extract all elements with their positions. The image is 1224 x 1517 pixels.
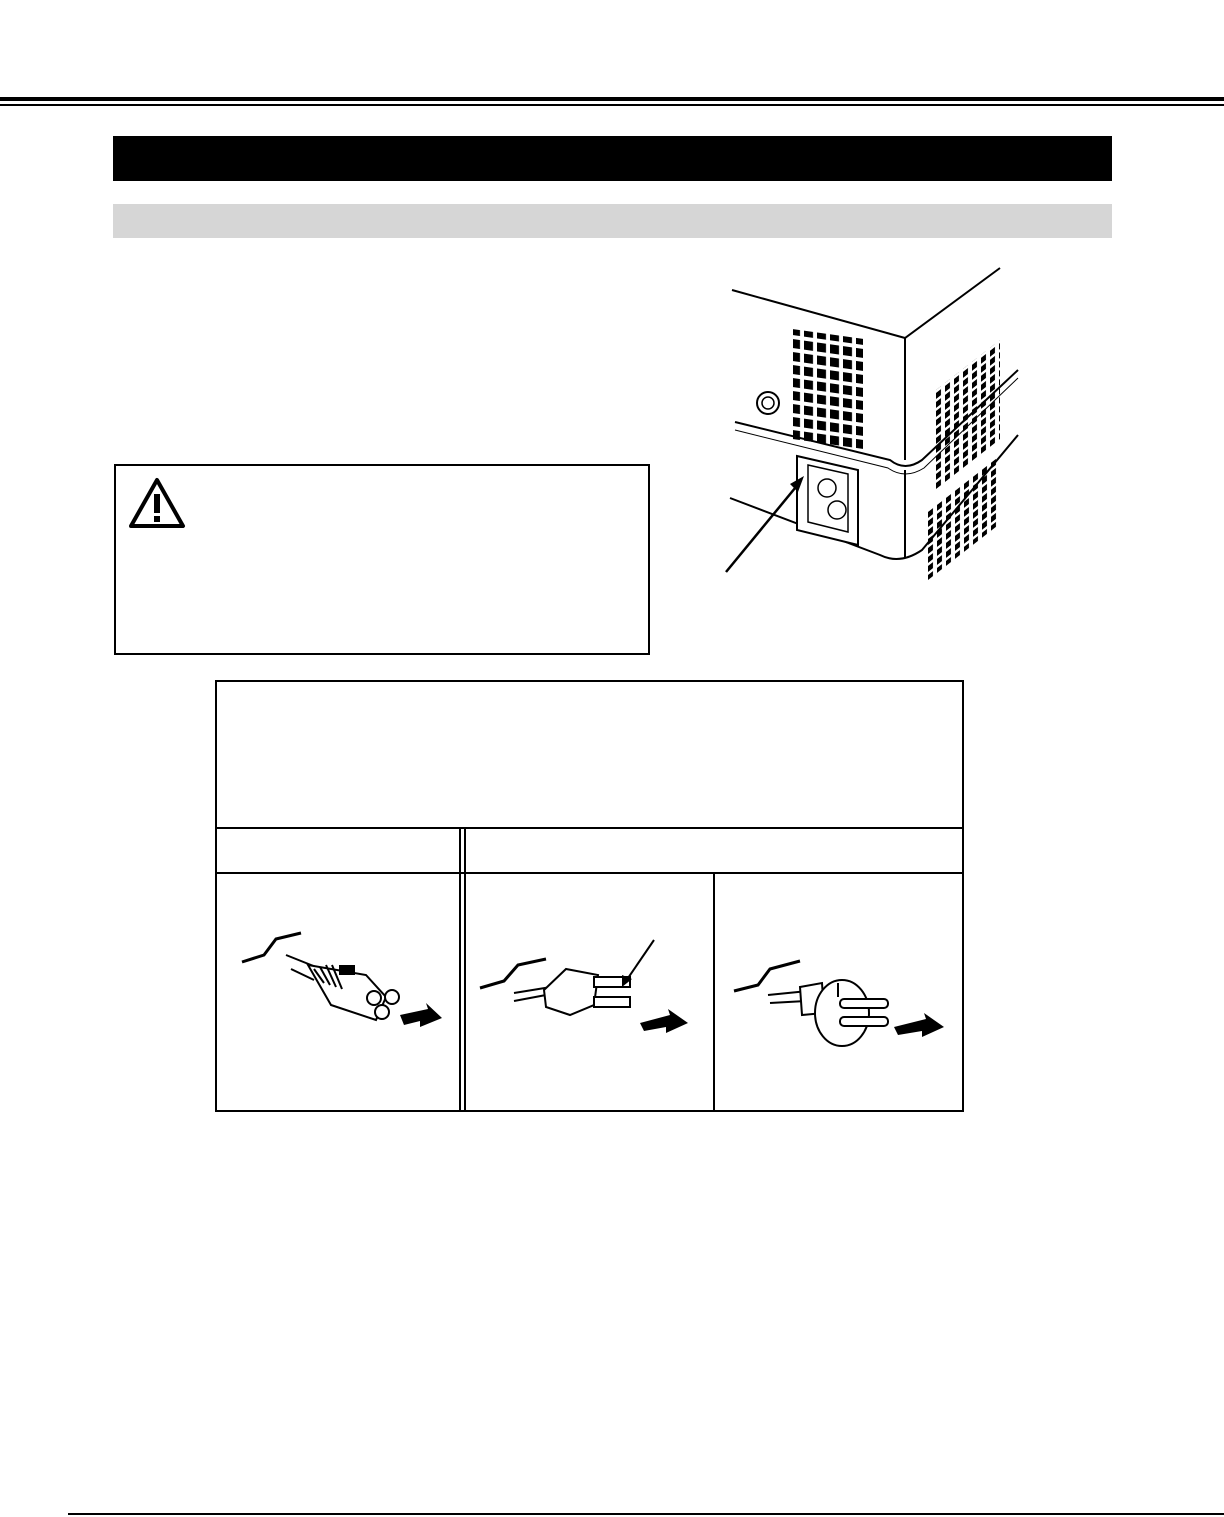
two-pin-plug-illustration (476, 935, 701, 1035)
header-rule-top (0, 97, 1224, 101)
caution-box (114, 464, 650, 655)
warning-triangle-icon (128, 477, 186, 529)
plug-table-divider-right (464, 827, 466, 1112)
plug-table-header-rule (215, 827, 964, 829)
plug-table-column-rule (215, 872, 964, 874)
plug-table-divider-mid (713, 872, 715, 1112)
header-rule-bottom (0, 104, 1224, 106)
projector-side-connector-illustration (236, 925, 446, 1040)
projector-ac-socket-illustration (700, 260, 1030, 580)
subsection-title-bar (113, 204, 1112, 238)
plug-table-divider-left (459, 827, 461, 1112)
section-title-bar (113, 136, 1112, 181)
footer-rule (68, 1513, 1224, 1515)
round-two-pin-plug-illustration (730, 955, 955, 1050)
